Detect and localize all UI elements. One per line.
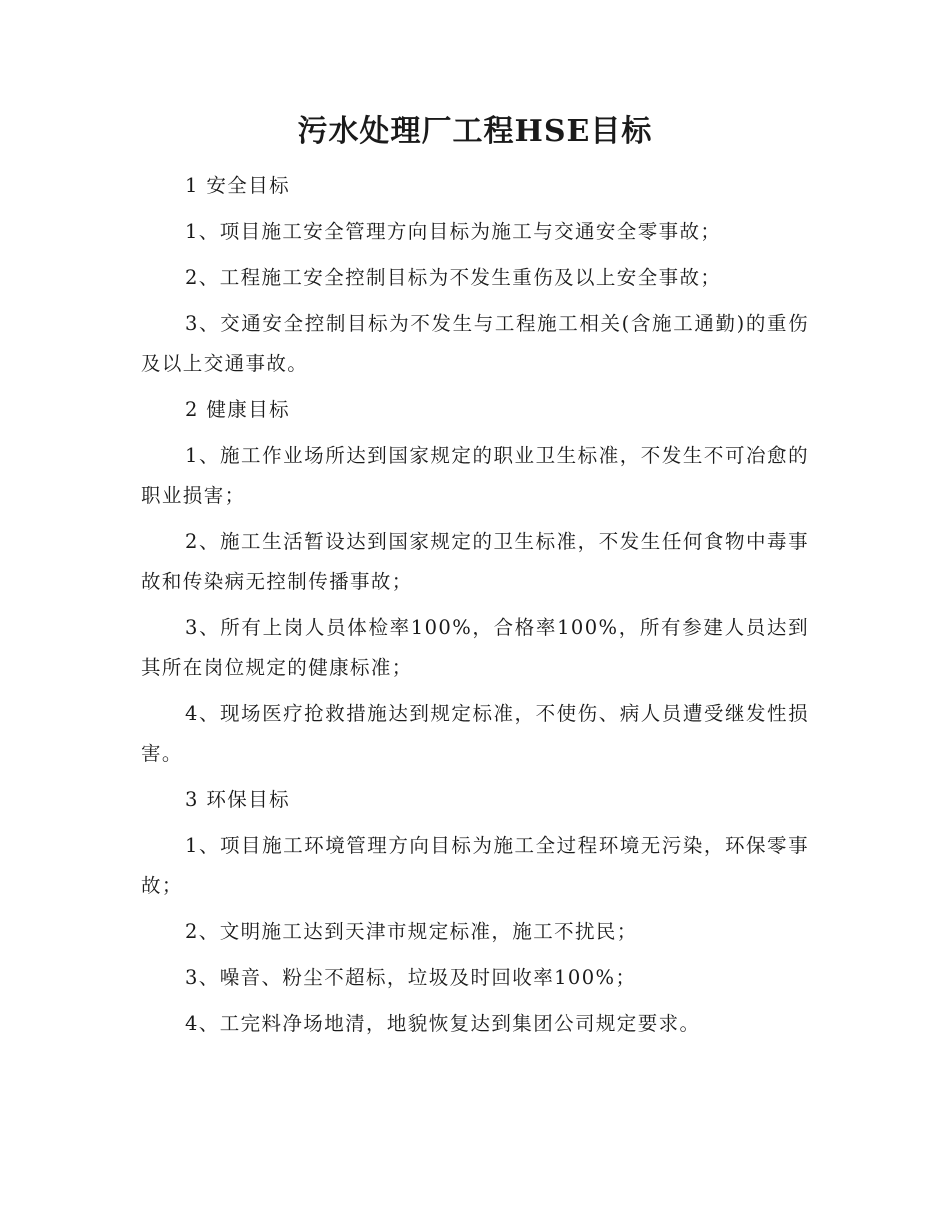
health-item-2: 2、施工生活暂设达到国家规定的卫生标准，不发生任何食物中毒事故和传染病无控制传播事故；: [141, 530, 809, 593]
environment-item-1: 1、项目施工环境管理方向目标为施工全过程环境无污染，环保零事故；: [141, 834, 809, 897]
section-heading-health: 2 健康目标: [185, 398, 291, 421]
health-item-4: 4、现场医疗抢救措施达到规定标准，不使伤、病人员遭受继发性损害。: [141, 702, 809, 765]
section-heading-environment: 3 环保目标: [185, 788, 291, 811]
safety-item-2: 2、工程施工安全控制目标为不发生重伤及以上安全事故；: [185, 266, 722, 289]
section-heading-safety: 1 安全目标: [185, 174, 291, 197]
safety-item-3: 3、交通安全控制目标为不发生与工程施工相关(含施工通勤)的重伤及以上交通事故。: [141, 312, 809, 375]
health-item-3: 3、所有上岗人员体检率100%，合格率100%，所有参建人员达到其所在岗位规定的健康标准；: [141, 616, 809, 679]
safety-item-1: 1、项目施工安全管理方向目标为施工与交通安全零事故；: [185, 220, 722, 243]
environment-item-2: 2、文明施工达到天津市规定标准，施工不扰民；: [185, 920, 638, 943]
environment-item-4: 4、工完料净场地清，地貌恢复达到集团公司规定要求。: [185, 1012, 701, 1035]
document-body: [141, 166, 809, 1044]
health-item-1: 1、施工作业场所达到国家规定的职业卫生标准，不发生不可冶愈的职业损害；: [141, 444, 809, 507]
environment-item-3: 3、噪音、粉尘不超标，垃圾及时回收率100%；: [185, 966, 637, 989]
document-title: 污水处理厂工程HSE目标: [297, 114, 653, 149]
